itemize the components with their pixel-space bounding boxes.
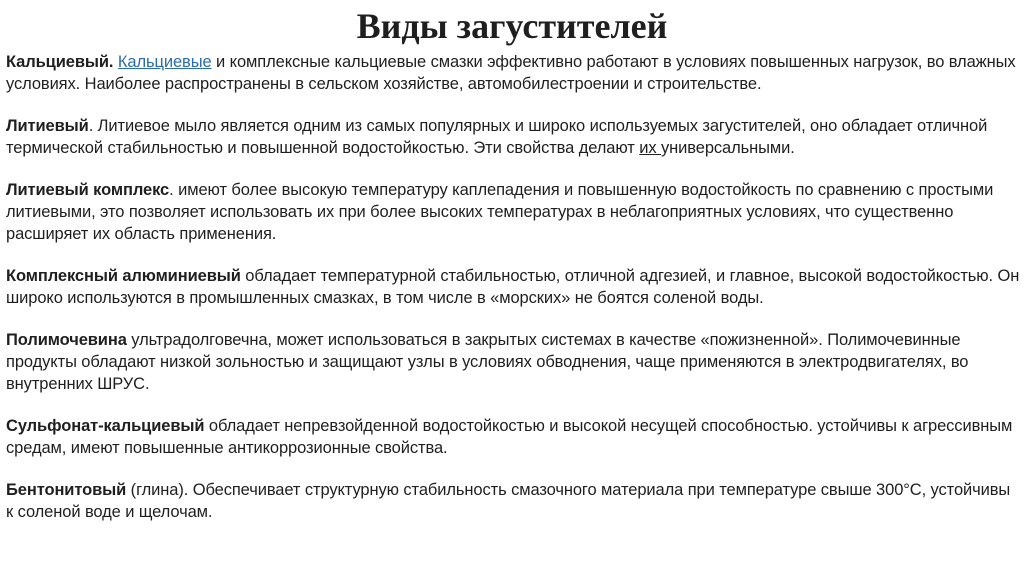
paragraph-lead: Литиевый	[6, 117, 89, 135]
paragraph-text: . имеют более высокую температуру каплепадения и повышенную водостойкость по сравнению с простыми литиевыми, это позволяет использовать их при более высоких температурах в неблагоприятных условиях, что существенно расширяет их область применения.	[6, 181, 994, 243]
paragraph-calcium	[6, 51, 1020, 95]
paragraph-lead: Полимочевина	[6, 331, 127, 349]
paragraph-aluminum	[6, 265, 1020, 309]
page-title: Виды загустителей	[356, 6, 668, 46]
paragraph-text: обладает температурной стабильностью, отличной адгезией, и главное, высокой водостойкостью. Он широко используются в промышленных смазках, в том числе в «морских» не боятся соленой воды.	[6, 267, 1020, 307]
underlined-word: их	[639, 139, 661, 157]
paragraph-text: ультрадолговечна, может использоваться в закрытых системах в качестве «пожизненной». Полимочевинные продукты обладают низкой зольностью и защищают узлы в условиях обводнения, чаще применяются в электродвигателях, во внутренних ШРУС.	[6, 331, 969, 393]
paragraph-text: . Литиевое мыло является одним из самых популярных и широко используемых загустителей, оно обладает отличной термической стабильностью и повышенной водостойкостью. Эти свойства делают	[6, 117, 988, 157]
paragraph-lead: Кальциевый.	[6, 53, 114, 71]
paragraph-bentonite	[6, 479, 1020, 523]
paragraph-text: (глина). Обеспечивает структурную стабильность смазочного материала при температуре свыше 300°С, устойчивы к соленой воде и щелочам.	[6, 481, 1011, 521]
paragraph-lithium	[6, 115, 1020, 159]
paragraph-lead: Сульфонат-кальциевый	[6, 417, 205, 435]
paragraph-text-end: универсальными.	[661, 139, 795, 157]
paragraph-lead: Литиевый комплекс	[6, 181, 170, 199]
paragraph-sulfonate	[6, 415, 1020, 459]
content-body	[6, 51, 1020, 543]
paragraph-text: и комплексные кальциевые смазки эффективно работают в условиях повышенных нагрузок, во влажных условиях. Наиболее распространены в сельском хозяйстве, автомобилестроении и строительстве.	[6, 53, 1016, 93]
paragraph-lead: Бентонитовый	[6, 481, 127, 499]
paragraph-lithium-complex	[6, 179, 1020, 245]
paragraph-text: обладает непревзойденной водостойкостью и высокой несущей способностью. устойчивы к агрессивным средам, имеют повышенные антикоррозионные свойства.	[6, 417, 1013, 457]
paragraph-polyurea	[6, 329, 1020, 395]
paragraph-lead: Комплексный алюминиевый	[6, 267, 241, 285]
calcium-link[interactable]: Кальциевые	[117, 53, 212, 71]
